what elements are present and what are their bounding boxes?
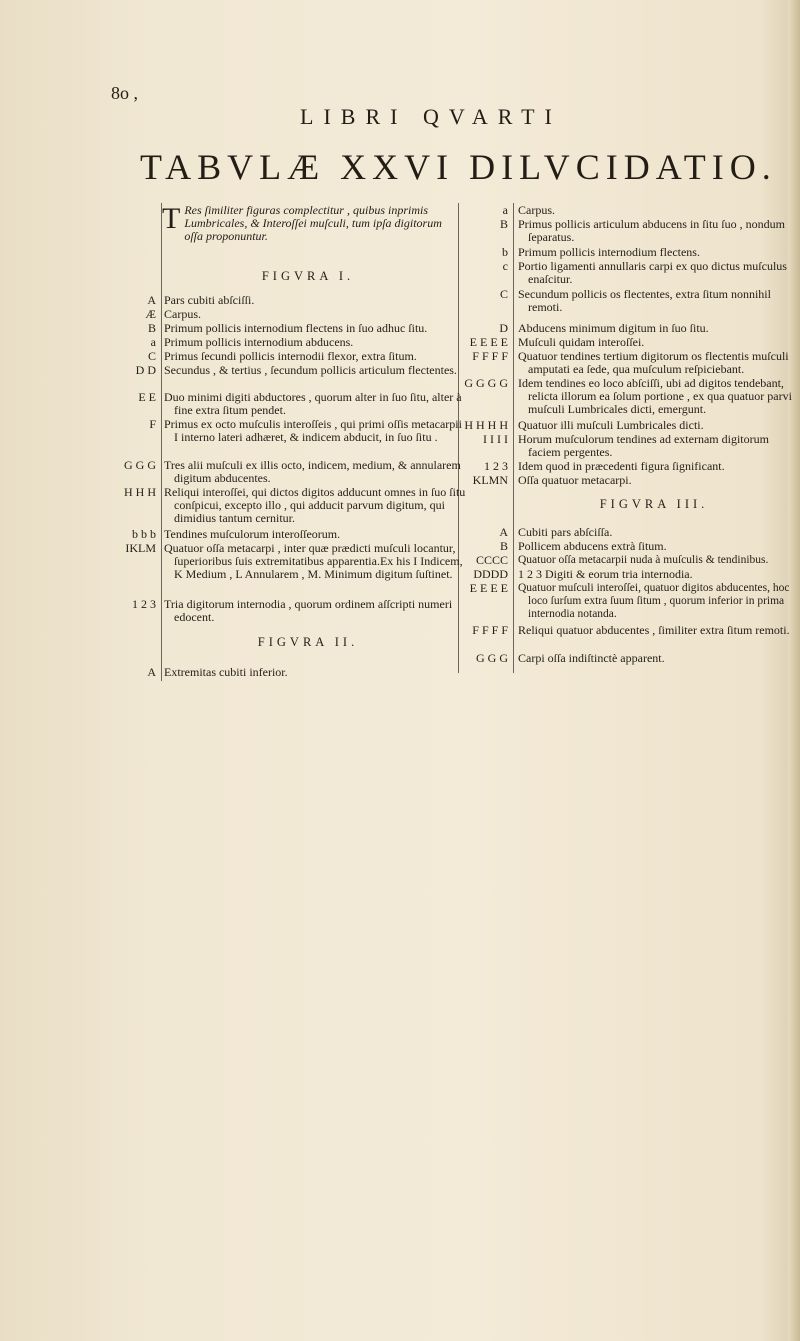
- entry-label: A: [147, 293, 156, 307]
- entry-label: b: [502, 245, 508, 259]
- entry-text: Reliqui quatuor abducentes , ſimiliter extra ſitum remoti.: [518, 623, 790, 637]
- entry-label: D D: [135, 363, 156, 377]
- entry-label: c: [502, 259, 508, 273]
- entry-text: Primus ſecundi pollicis internodii flexor, extra ſitum.: [164, 349, 417, 363]
- entry-label: A: [147, 665, 156, 679]
- entry-text: Primum pollicis internodium abducens.: [164, 335, 354, 349]
- entry-text: Abducens minimum digitum in ſuo ſitu.: [518, 321, 709, 335]
- entry-label: D: [499, 321, 508, 335]
- figure-3-heading: FIGVRA III.: [599, 497, 709, 511]
- entry-text: Quatuor oſſa metacarpi , inter quæ prædicti muſculi locantur, ſuperioribus ſuis extremitatibus apparentia.Ex his I Indicem, K Medium , L Annularem , M. Minimum digitum ſuſtinet.: [164, 541, 463, 582]
- entry-text: Muſculi quidam interoſſei.: [518, 335, 645, 349]
- entry-text: Cubiti pars abſciſſa.: [518, 525, 613, 539]
- entry-label: F F F F: [472, 349, 508, 363]
- entry-label: B: [499, 539, 508, 553]
- entry-text: Duo minimi digiti abductores , quorum alter in ſuo ſitu, alter à fine extra ſitum pendet.: [164, 390, 462, 418]
- entry-text: Idem tendines eo loco abſciſſi, ubi ad digitos tendebant, relicta illorum ea ſolum portione , ex qua quatuor parvi muſculi Lumbricales dicti, emergunt.: [518, 376, 792, 417]
- entry-label: H H H: [124, 485, 156, 499]
- drop-cap: T: [162, 202, 181, 235]
- entry-label: 1 2 3: [132, 597, 156, 611]
- figure-2-heading: FIGVRA II.: [257, 635, 359, 649]
- entry-label: KLMN: [472, 473, 508, 487]
- entry-label: CCCC: [475, 553, 508, 567]
- entry-text: Primum pollicis internodium flectens.: [518, 245, 700, 259]
- entry-text: Oſſa quatuor metacarpi.: [518, 473, 632, 487]
- entry-text: Secundum pollicis os flectentes, extra ſitum nonnihil remoti.: [518, 287, 771, 315]
- entry-text: Quatuor oſſa metacarpii nuda à muſculis & tendinibus.: [518, 554, 769, 566]
- entry-text: Extremitas cubiti inferior.: [164, 665, 288, 679]
- entry-label: A: [499, 525, 508, 539]
- intro-paragraph: [162, 204, 454, 244]
- entry-label: b b b: [132, 527, 156, 541]
- intro-text: Res ſimiliter figuras complectitur , quibus inprimis Lumbricales, & Interoſſei muſculi, tum ipſa digitorum oſſa proponuntur.: [184, 203, 442, 244]
- figure-1-heading: FIGVRA I.: [261, 269, 355, 283]
- entry-label: G G G G: [464, 376, 508, 390]
- entry-text: 1 2 3 Digiti & eorum tria internodia.: [518, 567, 693, 581]
- entry-label: F F F F: [472, 623, 508, 637]
- entry-text: Pollicem abducens extrà ſitum.: [518, 539, 667, 553]
- entry-label: DDDD: [473, 567, 508, 581]
- entry-text: Primum pollicis internodium flectens in ſuo adhuc ſitu.: [164, 321, 428, 335]
- entry-text: Secundus , & tertius , ſecundum pollicis articulum flectentes.: [164, 363, 457, 377]
- entry-text: Reliqui interoſſei, qui dictos digitos adducunt omnes in ſuo ſitu conſpicui, excepto illo , qui adducit parvum digitum, qui dimidius tantum cernitur.: [164, 485, 466, 526]
- entry-text: Primus ex octo muſculis interoſſeis , qui primi oſſis metacarpii I interno lateri adhæret, & indicem abducit, in ſuo ſitu .: [164, 417, 462, 445]
- entry-text: Idem quod in præcedenti figura ſignificant.: [518, 459, 725, 473]
- entry-text: Tendines muſculorum interoſſeorum.: [164, 527, 341, 541]
- entry-label: F: [149, 417, 156, 431]
- entry-label: E E E E: [469, 581, 508, 595]
- entry-text: Quatuor tendines tertium digitorum os flectentis muſculi amputati ea ſede, qua muſculum reſpiciebant.: [518, 349, 789, 377]
- entry-label: B: [147, 321, 156, 335]
- entry-text: Quatuor illi muſculi Lumbricales dicti.: [518, 418, 704, 432]
- entry-text: Carpi oſſa indiſtinctè apparent.: [518, 651, 665, 665]
- entry-text: Horum muſculorum tendines ad externam digitorum faciem pergentes.: [518, 432, 769, 460]
- entry-label: G G G: [124, 458, 156, 472]
- entry-label: a: [502, 203, 508, 217]
- entry-label: 1 2 3: [484, 459, 508, 473]
- entry-label: B: [499, 217, 508, 231]
- entry-text: Carpus.: [518, 203, 555, 217]
- page-number: 8o ,: [111, 83, 138, 103]
- entry-label: Æ: [145, 307, 156, 321]
- entry-label: I I I I: [483, 432, 508, 446]
- entry-label: IKLM: [125, 541, 156, 555]
- entry-label: E E: [138, 390, 156, 404]
- entry-label: G G G: [476, 651, 508, 665]
- page-edge: [788, 0, 800, 1341]
- entry-label: C: [147, 349, 156, 363]
- entry-label: C: [499, 287, 508, 301]
- page-title: TABVLÆ XXVI DILVCIDATIO.: [140, 147, 777, 187]
- running-head: LIBRI QVARTI: [300, 104, 562, 129]
- entry-text: Tria digitorum internodia , quorum ordinem aſſcripti numeri edocent.: [164, 597, 453, 625]
- entry-text: Portio ligamenti annullaris carpi ex quo dictus muſculus enaſcitur.: [518, 259, 787, 287]
- entry-label: E E E E: [469, 335, 508, 349]
- entry-text: Primus pollicis articulum abducens in ſitu ſuo , nondum ſeparatus.: [518, 217, 785, 245]
- entry-text: Quatuor muſculi interoſſei, quatuor digitos abducentes, hoc loco ſurſum extra ſuum ſitum , quorum inferior in prima internodia notanda.: [518, 582, 790, 621]
- entry-text: Tres alii muſculi ex illis octo, indicem, medium, & annularem digitum abducentes.: [164, 458, 461, 486]
- entry-text: Carpus.: [164, 307, 201, 321]
- column-rule-right: [513, 203, 514, 673]
- entry-text: Pars cubiti abſciſſi.: [164, 293, 255, 307]
- entry-label: a: [150, 335, 156, 349]
- entry-label: H H H H: [464, 418, 508, 432]
